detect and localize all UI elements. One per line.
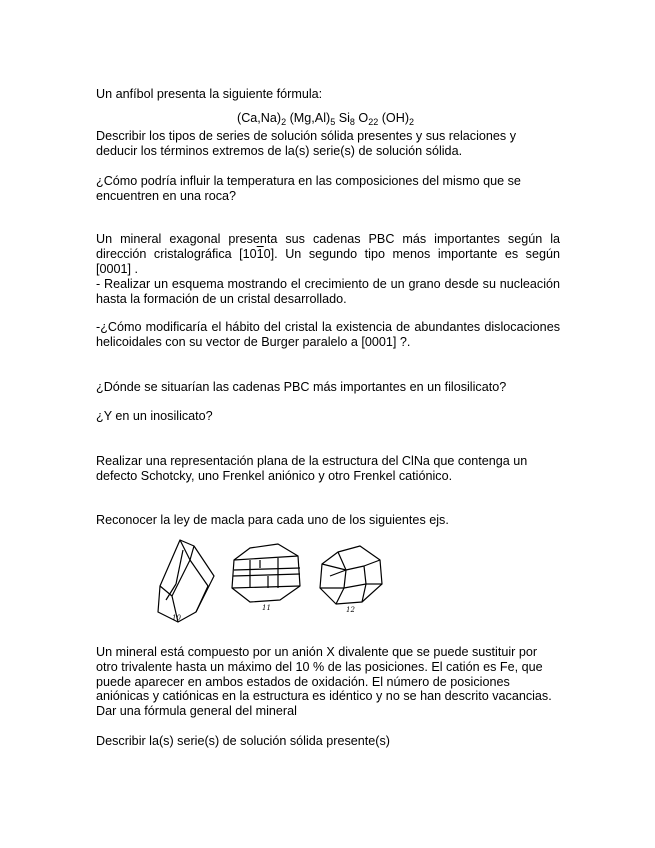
phyllosilicate-question: ¿Dónde se situarían las cadenas PBC más importantes en un filosilicato? <box>96 380 507 394</box>
temperature-question: ¿Cómo podría influir la temperatura en las composiciones del mismo que se encuentren en una roca? <box>96 174 521 203</box>
mineral-formula-task: Un mineral está compuesto por un anión X divalente que se puede sustituir por otro trivalente hasta un máximo del 10 % de las posiciones. El catión es Fe, que puede aparecer en ambos estados de oxidación. El número de posiciones aniónicas y catiónicas en la estructura es idéntico y no se han descrito vacancias. Dar una fórmula general del mineral <box>96 645 552 719</box>
solid-solution-question: Describir los tipos de series de solución sólida presentes y sus relaciones y deducir los términos extremos de la(s) serie(s) de solución sólida. <box>96 129 516 158</box>
crystal-11-drawing <box>232 544 300 602</box>
crystal-10-drawing <box>158 540 214 622</box>
crystal-drawings <box>150 536 400 626</box>
crystal-caption-10: 10 <box>172 614 181 622</box>
crystal-caption-12: 12 <box>346 606 355 614</box>
twinned-crystals-figure <box>150 536 400 626</box>
hexagonal-mineral-paragraph: Un mineral exagonal presenta sus cadenas PBC más importantes según la dirección cristalográfica [1010]. Un segundo tipo menos importante es según [0001] . <box>96 232 560 276</box>
dislocation-question: -¿Cómo modificaría el hábito del cristal la existencia de abundantes dislocaciones helicoidales con su vector de Burger paralelo a [0001] ?. <box>96 320 560 349</box>
solid-solution-series-task: Describir la(s) serie(s) de solución sólida presente(s) <box>96 734 390 748</box>
amphibole-formula: $(Ca,Na)_2$ $(Mg,Al)_5$ $Si_8$ $O_{22}$ $(OH)_2$ <box>237 111 415 127</box>
crystal-12-drawing <box>320 546 382 604</box>
twin-law-task: Reconocer la ley de macla para cada uno de los siguientes ejs. <box>96 513 449 527</box>
crystal-caption-11: 11 <box>262 604 271 612</box>
inosilicate-question: ¿Y en un inosilicato? <box>96 409 213 423</box>
growth-scheme-task: - Realizar un esquema mostrando el crecimiento de un grano desde su nucleación hasta la formación de un cristal desarrollado. <box>96 277 560 306</box>
nacl-defects-task: Realizar una representación plana de la estructura del ClNa que contenga un defecto Schotcky, uno Frenkel aniónico y otro Frenkel catiónico. <box>96 454 528 483</box>
amphibole-intro: Un anfíbol presenta la siguiente fórmula: <box>96 87 323 101</box>
